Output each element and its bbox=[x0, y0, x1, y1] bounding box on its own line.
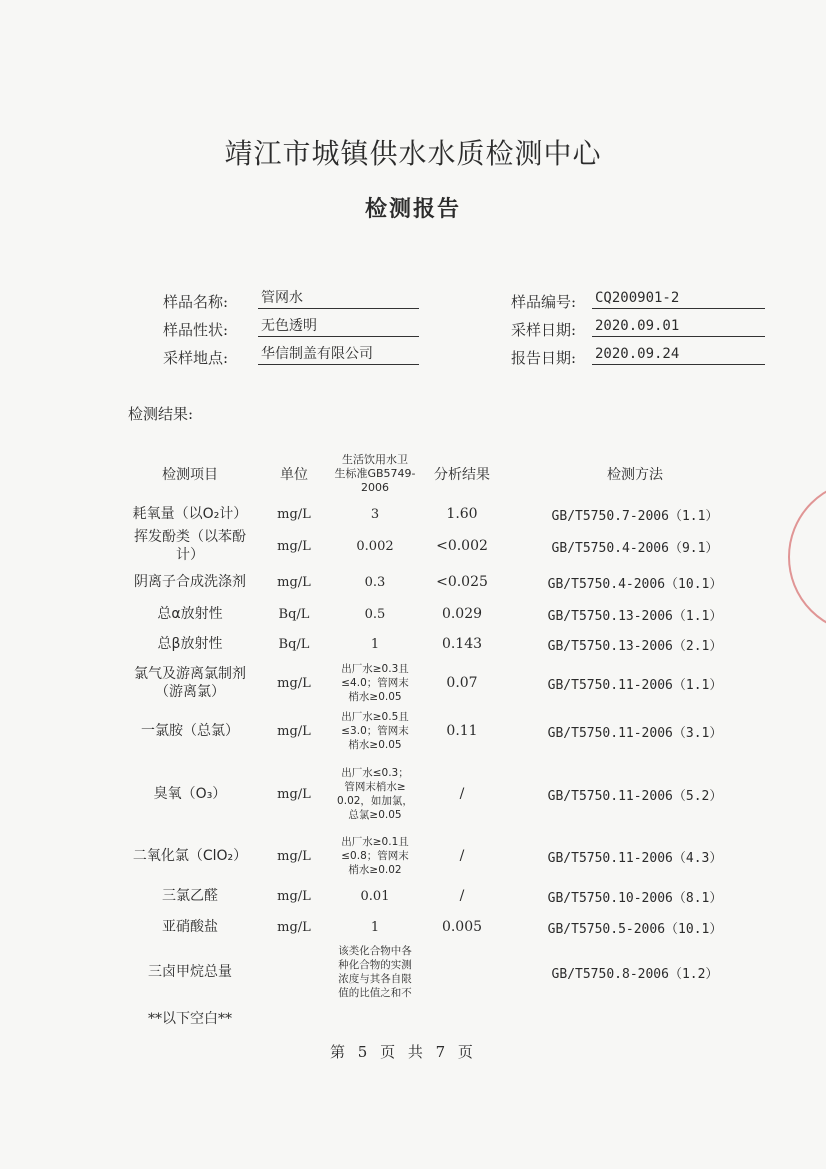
cell-standard: 1 bbox=[370, 919, 380, 935]
cell-standard: 出厂水≥0.3且 ≤4.0；管网末 梢水≥0.05 bbox=[341, 663, 409, 703]
header-item: 检测项目 bbox=[162, 467, 218, 483]
cell-method: GB/T5750.5-2006（10.1） bbox=[547, 921, 723, 937]
cell-unit: mg/L bbox=[277, 506, 311, 522]
cell-result: 0.07 bbox=[446, 675, 478, 691]
cell-unit: mg/L bbox=[277, 848, 311, 864]
cell-method: GB/T5750.13-2006（2.1） bbox=[547, 638, 723, 654]
sample-name-value: 管网水 bbox=[258, 289, 419, 309]
cell-standard: 出厂水≤0.3； 管网末梢水≥ 0.02，如加氯， 总氯≥0.05 bbox=[337, 767, 413, 821]
cell-unit: mg/L bbox=[277, 723, 311, 739]
cell-unit bbox=[265, 944, 323, 1000]
cell-unit: mg/L bbox=[277, 786, 311, 802]
cell-result: 0.143 bbox=[441, 636, 483, 652]
sample-nature-label: 样品性状: bbox=[162, 321, 228, 339]
cell-standard: 1 bbox=[370, 636, 380, 652]
cell-unit: mg/L bbox=[277, 574, 311, 590]
cell-item: 氯气及游离氯制剂 （游离氯） bbox=[134, 666, 246, 700]
cell-item: 臭氧（O₃） bbox=[153, 786, 227, 802]
cell-result bbox=[422, 944, 502, 1000]
cell-item: 亚硝酸盐 bbox=[162, 919, 218, 935]
cell-result: / bbox=[459, 888, 465, 904]
sample-location-value: 华信制盖有限公司 bbox=[258, 345, 419, 365]
cell-item: 耗氧量（以O₂计） bbox=[132, 506, 248, 522]
cell-method: GB/T5750.7-2006（1.1） bbox=[551, 508, 719, 524]
sample-number-label: 样品编号: bbox=[510, 293, 576, 311]
cell-unit: mg/L bbox=[277, 675, 311, 691]
cell-method: GB/T5750.11-2006（5.2） bbox=[547, 788, 723, 804]
sample-number-value: CQ200901-2 bbox=[592, 289, 765, 309]
cell-item: 三氯乙醛 bbox=[162, 888, 218, 904]
cell-standard: 出厂水≥0.5且 ≤3.0；管网末 梢水≥0.05 bbox=[341, 711, 409, 751]
cell-method: GB/T5750.13-2006（1.1） bbox=[547, 608, 723, 624]
cell-result: / bbox=[459, 786, 465, 802]
sample-date-value: 2020.09.01 bbox=[592, 317, 765, 337]
cell-method: GB/T5750.4-2006（9.1） bbox=[551, 540, 719, 556]
cell-standard: 3 bbox=[370, 506, 380, 522]
cell-standard: 0.01 bbox=[360, 888, 390, 904]
report-title: 检测报告 bbox=[364, 196, 461, 222]
cell-method: GB/T5750.8-2006（1.2） bbox=[551, 966, 719, 982]
cell-standard: 0.5 bbox=[364, 606, 386, 622]
sample-location-label: 采样地点: bbox=[162, 349, 228, 367]
cell-item: 总β放射性 bbox=[157, 636, 223, 652]
cell-result: <0.025 bbox=[436, 574, 488, 590]
cell-unit: Bq/L bbox=[278, 606, 310, 622]
report-date-value: 2020.09.24 bbox=[592, 345, 765, 365]
end-note: **以下空白** bbox=[148, 1011, 232, 1027]
cell-standard: 该类化合物中各 种化合物的实测 浓度与其各自限 值的比值之和不 bbox=[338, 945, 412, 999]
cell-item: 二氧化氯（ClO₂） bbox=[132, 848, 248, 864]
page-number: 第 5 页 共 7 页 bbox=[330, 1043, 473, 1061]
cell-standard: 0.002 bbox=[356, 538, 394, 554]
seal-stamp bbox=[788, 480, 826, 634]
results-label: 检测结果: bbox=[128, 405, 194, 423]
sample-nature-value: 无色透明 bbox=[258, 317, 419, 337]
cell-result: 0.029 bbox=[441, 606, 483, 622]
header-method: 检测方法 bbox=[607, 467, 663, 483]
cell-standard: 出厂水≥0.1且 ≤0.8；管网末 梢水≥0.02 bbox=[341, 836, 409, 876]
cell-result: 0.11 bbox=[446, 723, 478, 739]
header-unit: 单位 bbox=[280, 467, 308, 483]
cell-method: GB/T5750.11-2006（4.3） bbox=[547, 850, 723, 866]
header-standard: 生活饮用水卫 生标准GB5749- 2006 bbox=[334, 453, 416, 494]
cell-unit: Bq/L bbox=[278, 636, 310, 652]
cell-standard: 0.3 bbox=[364, 574, 386, 590]
report-date-label: 报告日期: bbox=[510, 349, 576, 367]
cell-method: GB/T5750.10-2006（8.1） bbox=[547, 890, 723, 906]
cell-result: 0.005 bbox=[441, 919, 483, 935]
organization-title: 靖江市城镇供水水质检测中心 bbox=[224, 137, 602, 170]
cell-result: 1.60 bbox=[446, 506, 478, 522]
header-result: 分析结果 bbox=[434, 467, 490, 483]
sample-date-label: 采样日期: bbox=[510, 321, 576, 339]
sample-name-label: 样品名称: bbox=[162, 293, 228, 311]
cell-item: 总α放射性 bbox=[157, 606, 223, 622]
cell-unit: mg/L bbox=[277, 919, 311, 935]
cell-method: GB/T5750.4-2006（10.1） bbox=[547, 576, 723, 592]
cell-item: 阴离子合成洗涤剂 bbox=[134, 574, 246, 590]
cell-unit: mg/L bbox=[277, 538, 311, 554]
cell-item: 三卤甲烷总量 bbox=[148, 964, 232, 980]
cell-method: GB/T5750.11-2006（1.1） bbox=[547, 677, 723, 693]
cell-unit: mg/L bbox=[277, 888, 311, 904]
cell-item: 一氯胺（总氯） bbox=[141, 723, 239, 739]
cell-method: GB/T5750.11-2006（3.1） bbox=[547, 725, 723, 741]
cell-result: / bbox=[459, 848, 465, 864]
cell-result: <0.002 bbox=[436, 538, 488, 554]
cell-item: 挥发酚类（以苯酚 计） bbox=[134, 529, 246, 563]
